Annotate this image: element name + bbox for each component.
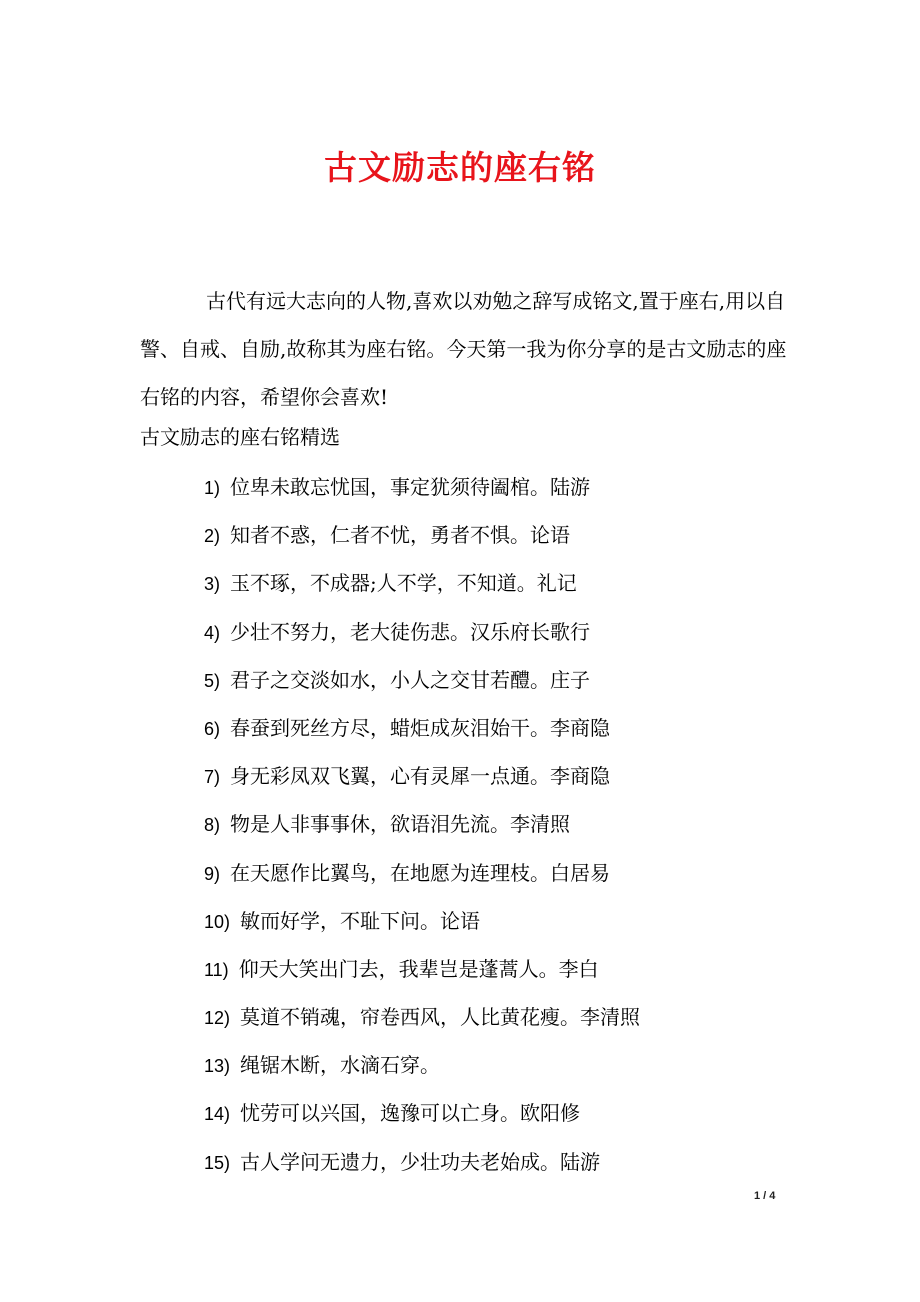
item-text: 绳锯木断，水滴石穿。 [240, 1053, 441, 1078]
list-item [204, 807, 640, 855]
item-number: 4) [204, 622, 221, 643]
item-text: 物是人非事事休，欲语泪先流。李清照 [230, 812, 571, 837]
item-text: 仰天大笑出门去，我辈岂是蓬蒿人。李白 [238, 956, 599, 981]
list-item [204, 759, 640, 807]
item-text: 忧劳可以兴国，逸豫可以亡身。欧阳修 [240, 1101, 581, 1126]
item-number: 5) [204, 670, 221, 691]
item-number: 6) [204, 718, 221, 739]
item-text: 莫道不销魂，帘卷西风，人比黄花瘦。李清照 [240, 1005, 641, 1030]
item-text: 知者不惑，仁者不忧，勇者不惧。论语 [230, 523, 571, 548]
item-text: 玉不琢，不成器;人不学，不知道。礼记 [230, 571, 577, 596]
list-item [204, 518, 640, 566]
list-item [204, 711, 640, 759]
item-text: 君子之交淡如水，小人之交甘若醴。庄子 [230, 667, 591, 692]
item-text: 敏而好学，不耻下问。论语 [240, 908, 481, 933]
item-number: 8) [204, 815, 221, 836]
list-item [204, 1048, 640, 1096]
item-text: 位卑未敢忘忧国，事定犹须待阖棺。陆游 [230, 475, 591, 499]
item-number: 1) [204, 478, 221, 498]
item-number: 12) [204, 1008, 231, 1029]
item-number: 3) [204, 574, 221, 595]
list-item [204, 952, 640, 1000]
list-item [204, 1000, 640, 1048]
page-title: 古文励志的座右铭 [324, 148, 596, 187]
item-number: 10) [204, 911, 231, 932]
item-number: 14) [204, 1104, 231, 1125]
list-item [204, 470, 640, 518]
item-number: 11) [204, 959, 229, 980]
list-item [204, 1096, 640, 1144]
item-number: 2) [204, 526, 221, 547]
motto-list [204, 470, 640, 1193]
list-item [204, 663, 640, 711]
list-item [204, 856, 640, 904]
item-number: 7) [204, 767, 221, 788]
page-number: 1 / 4 [754, 1190, 776, 1202]
item-text: 春蚕到死丝方尽，蜡炬成灰泪始干。李商隐 [230, 715, 611, 740]
item-text: 少壮不努力，老大徒伤悲。汉乐府长歌行 [230, 619, 591, 644]
list-item [204, 615, 640, 663]
item-text: 在天愿作比翼鸟，在地愿为连理枝。白居易 [230, 860, 611, 885]
intro-paragraph [140, 277, 790, 421]
item-text: 身无彩凤双飞翼，心有灵犀一点通。李商隐 [230, 764, 611, 789]
list-item [204, 1145, 640, 1193]
item-number: 9) [204, 863, 221, 884]
list-item [204, 904, 640, 952]
intro-text: 古代有远大志向的人物,喜欢以劝勉之辞写成铭文,置于座右,用以自警、自戒、自励,故称其为座右铭。今天第一我为你分享的是古文励志的座右铭的内容，希望你会喜欢! [140, 289, 787, 409]
item-number: 15) [204, 1152, 231, 1173]
list-item [204, 566, 640, 614]
item-text: 古人学问无遗力，少壮功夫老始成。陆游 [240, 1149, 601, 1174]
item-number: 13) [204, 1056, 231, 1077]
section-heading: 古文励志的座右铭精选 [140, 425, 340, 449]
